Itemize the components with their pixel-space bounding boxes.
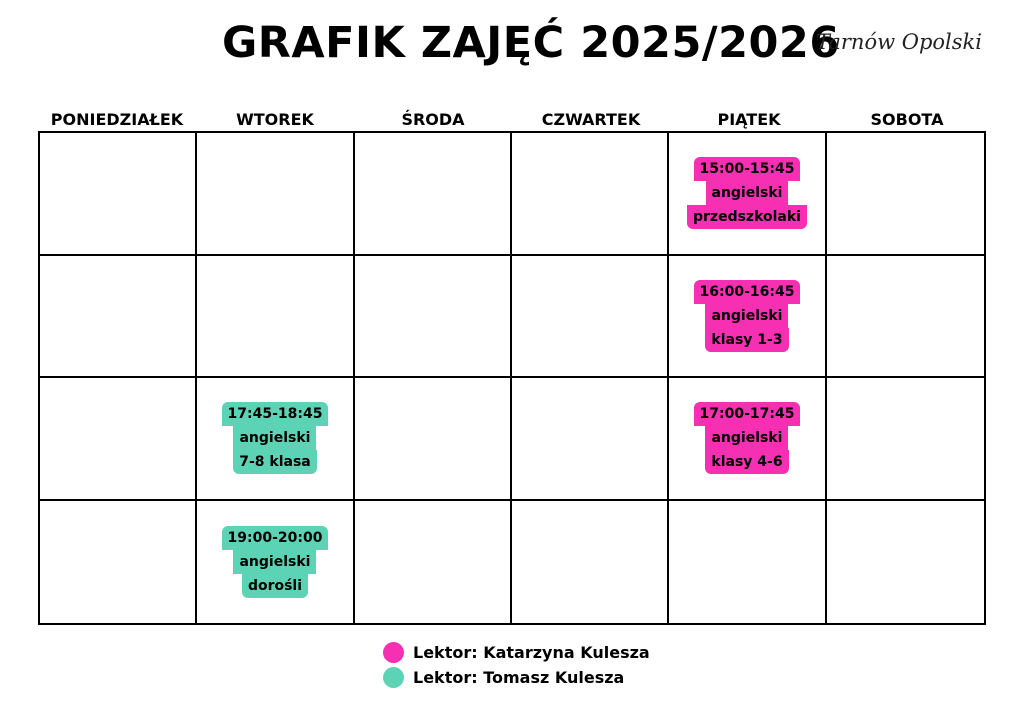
event-subject: angielski [706,181,789,205]
day-headers [38,109,986,131]
cell-sat-2 [827,256,984,379]
cell-fri-3 [669,378,826,501]
event-group: 7-8 klasa [233,450,317,474]
cell-tue-3 [197,378,354,501]
day-header-tuesday: WTOREK [236,110,314,129]
event-fri-grades-4-6 [694,402,801,474]
cell-wed-2 [355,256,512,379]
event-time: 17:45-18:45 [222,402,329,426]
event-tue-grades-7-8 [222,402,329,474]
event-subject: angielski [233,426,316,450]
day-header-friday: PIĄTEK [717,110,781,129]
page-title: GRAFIK ZAJĘĆ 2025/2026 [222,18,840,68]
event-fri-grades-1-3 [694,280,801,352]
event-subject: angielski [705,304,788,328]
teal-dot-icon [383,667,404,688]
legend-item-katarzyna [383,640,650,665]
cell-tue-1 [197,133,354,256]
cell-fri-1 [669,133,826,256]
cell-sat-1 [827,133,984,256]
event-group: dorośli [242,574,308,598]
day-header-wednesday: ŚRODA [401,110,465,129]
cell-wed-3 [355,378,512,501]
cell-sat-4 [827,501,984,624]
cell-fri-2 [669,256,826,379]
event-group: klasy 1-3 [705,328,788,352]
day-header-thursday: CZWARTEK [541,110,641,129]
cell-fri-4 [669,501,826,624]
cell-sat-3 [827,378,984,501]
cell-thu-1 [512,133,669,256]
cell-tue-4 [197,501,354,624]
cell-wed-4 [355,501,512,624]
cell-tue-2 [197,256,354,379]
legend-item-tomasz [383,665,650,690]
legend-label: Lektor: Katarzyna Kulesza [413,643,650,662]
event-time: 17:00-17:45 [694,402,801,426]
cell-wed-1 [355,133,512,256]
day-header-saturday: SOBOTA [870,110,944,129]
event-time: 16:00-16:45 [694,280,801,304]
cell-mon-4 [40,501,197,624]
event-time: 15:00-15:45 [694,157,801,181]
cell-thu-4 [512,501,669,624]
event-tue-adults [222,526,329,598]
cell-mon-1 [40,133,197,256]
legend-label: Lektor: Tomasz Kulesza [413,668,625,687]
location-label: Tarnów Opolski [816,30,982,54]
cell-mon-2 [40,256,197,379]
event-subject: angielski [705,426,788,450]
event-subject: angielski [233,550,316,574]
cell-thu-3 [512,378,669,501]
event-fri-preschool [687,157,807,229]
event-group: klasy 4-6 [705,450,788,474]
event-time: 19:00-20:00 [222,526,329,550]
cell-mon-3 [40,378,197,501]
event-group: przedszkolaki [687,205,807,229]
day-header-monday: PONIEDZIAŁEK [50,110,184,129]
schedule-grid [38,131,986,625]
pink-dot-icon [383,642,404,663]
cell-thu-2 [512,256,669,379]
legend [383,640,650,690]
